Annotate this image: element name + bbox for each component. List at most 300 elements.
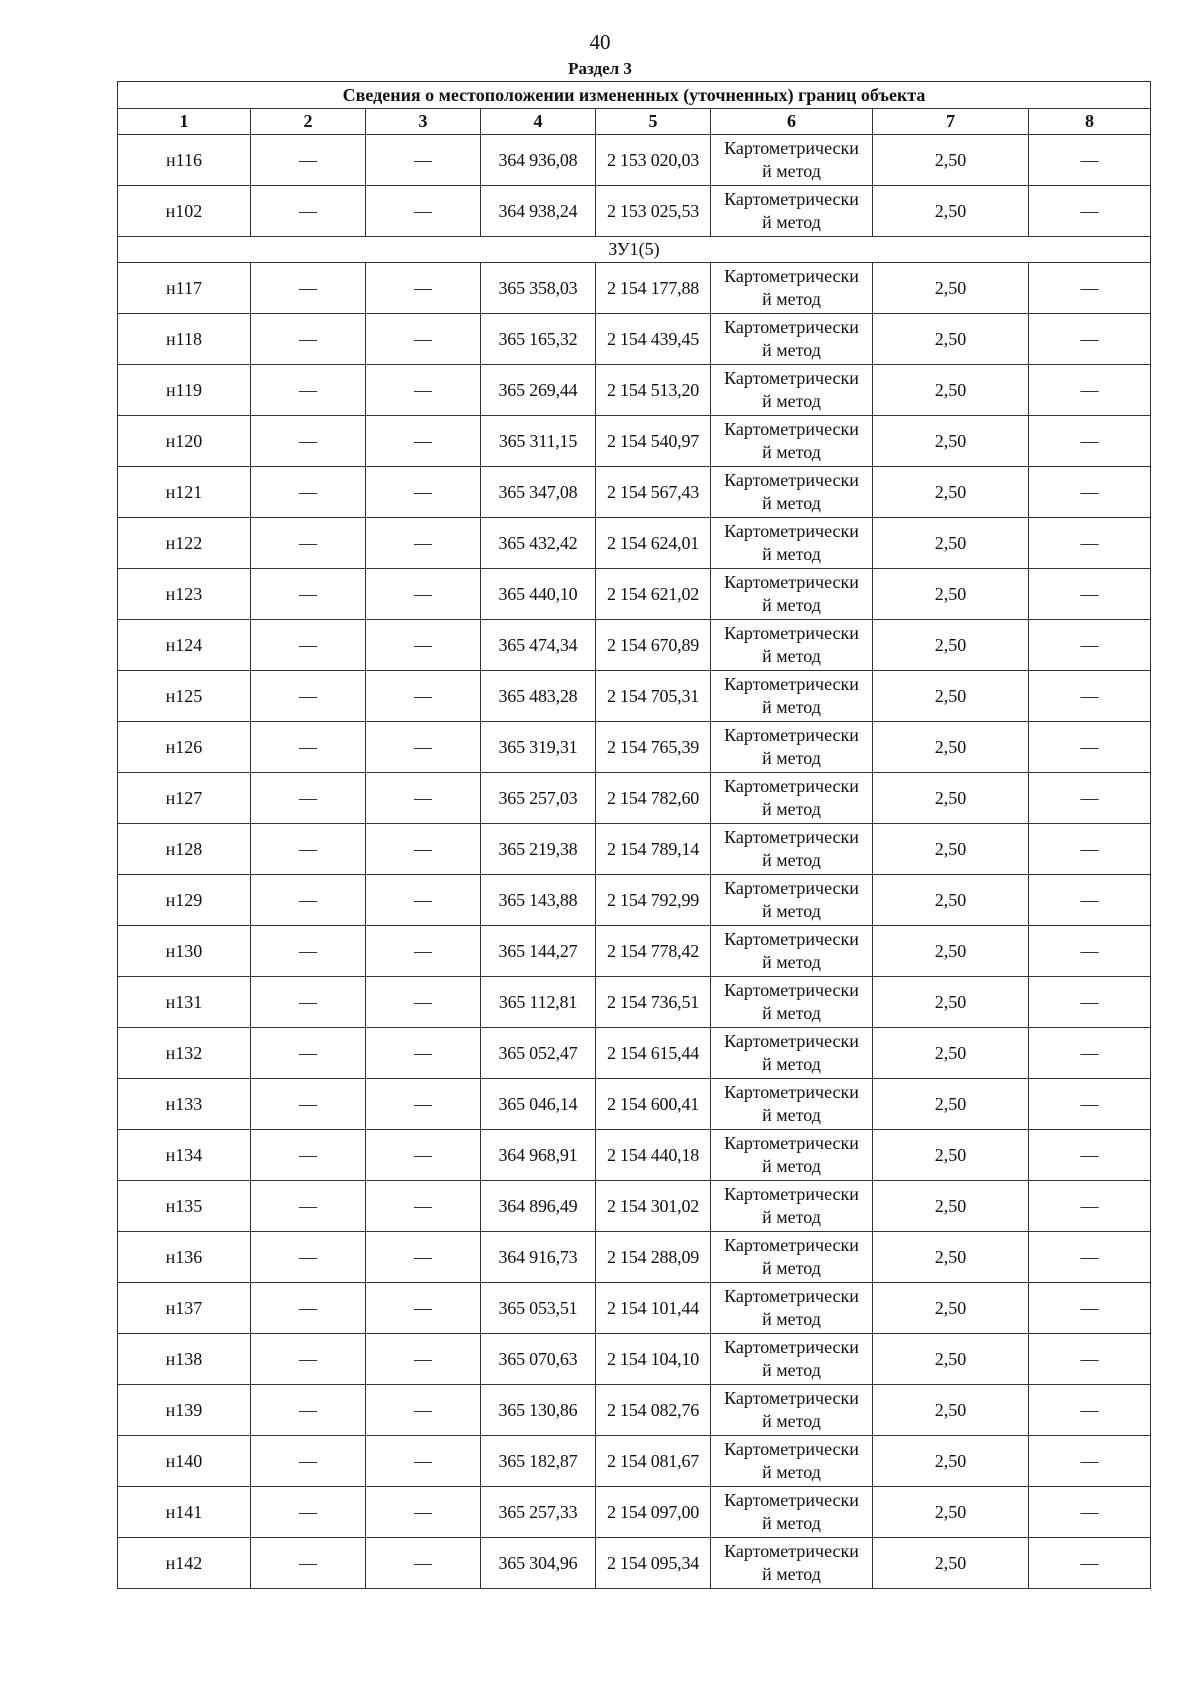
- column-3-cell: —: [366, 926, 481, 977]
- column-3-cell: —: [366, 135, 481, 186]
- y-coordinate-cell: 2 154 792,99: [596, 875, 711, 926]
- table-row: [118, 467, 1151, 518]
- y-coordinate-cell: 2 154 670,89: [596, 620, 711, 671]
- method-line-1: Картометрически: [724, 368, 859, 388]
- accuracy-cell: 2,50: [873, 1283, 1029, 1334]
- x-coordinate-cell: 365 046,14: [481, 1079, 596, 1130]
- table-row: [118, 135, 1151, 186]
- method-cell: [711, 1487, 873, 1538]
- x-coordinate-cell: 365 257,33: [481, 1487, 596, 1538]
- method-line-2: й метод: [762, 1513, 821, 1533]
- column-8-cell: —: [1029, 186, 1151, 237]
- point-name-cell: н137: [118, 1283, 251, 1334]
- x-coordinate-cell: 365 257,03: [481, 773, 596, 824]
- accuracy-cell: 2,50: [873, 1232, 1029, 1283]
- method-line-2: й метод: [762, 1462, 821, 1482]
- x-coordinate-cell: 364 896,49: [481, 1181, 596, 1232]
- point-name-cell: н116: [118, 135, 251, 186]
- accuracy-cell: 2,50: [873, 467, 1029, 518]
- method-line-2: й метод: [762, 1207, 821, 1227]
- x-coordinate-cell: 365 319,31: [481, 722, 596, 773]
- column-3-cell: —: [366, 314, 481, 365]
- column-3-cell: —: [366, 977, 481, 1028]
- column-8-cell: —: [1029, 1385, 1151, 1436]
- column-2-cell: —: [251, 186, 366, 237]
- column-8-cell: —: [1029, 518, 1151, 569]
- accuracy-cell: 2,50: [873, 1079, 1029, 1130]
- accuracy-cell: 2,50: [873, 722, 1029, 773]
- point-name-cell: н121: [118, 467, 251, 518]
- column-8-cell: —: [1029, 1538, 1151, 1589]
- column-8-cell: —: [1029, 416, 1151, 467]
- column-8-cell: —: [1029, 1283, 1151, 1334]
- point-name-cell: н128: [118, 824, 251, 875]
- column-8-cell: —: [1029, 135, 1151, 186]
- point-name-cell: н126: [118, 722, 251, 773]
- column-3-cell: —: [366, 722, 481, 773]
- accuracy-cell: 2,50: [873, 926, 1029, 977]
- method-cell: [711, 569, 873, 620]
- column-8-cell: —: [1029, 263, 1151, 314]
- column-numbers-row: [118, 109, 1151, 135]
- column-2-cell: —: [251, 416, 366, 467]
- method-cell: [711, 467, 873, 518]
- table-row: [118, 314, 1151, 365]
- method-line-1: Картометрически: [724, 980, 859, 1000]
- method-line-2: й метод: [762, 289, 821, 309]
- table-row: [118, 1028, 1151, 1079]
- point-name-cell: н125: [118, 671, 251, 722]
- method-line-2: й метод: [762, 1105, 821, 1125]
- method-cell: [711, 1181, 873, 1232]
- method-line-1: Картометрически: [724, 317, 859, 337]
- method-cell: [711, 263, 873, 314]
- table-row: [118, 263, 1151, 314]
- x-coordinate-cell: 365 144,27: [481, 926, 596, 977]
- y-coordinate-cell: 2 154 301,02: [596, 1181, 711, 1232]
- y-coordinate-cell: 2 154 540,97: [596, 416, 711, 467]
- y-coordinate-cell: 2 154 288,09: [596, 1232, 711, 1283]
- method-cell: [711, 1079, 873, 1130]
- y-coordinate-cell: 2 154 624,01: [596, 518, 711, 569]
- x-coordinate-cell: 365 052,47: [481, 1028, 596, 1079]
- table-row: [118, 722, 1151, 773]
- x-coordinate-cell: 365 440,10: [481, 569, 596, 620]
- method-line-1: Картометрически: [724, 419, 859, 439]
- method-line-2: й метод: [762, 901, 821, 921]
- y-coordinate-cell: 2 154 600,41: [596, 1079, 711, 1130]
- x-coordinate-cell: 365 432,42: [481, 518, 596, 569]
- method-cell: [711, 186, 873, 237]
- method-line-2: й метод: [762, 544, 821, 564]
- x-coordinate-cell: 365 219,38: [481, 824, 596, 875]
- method-line-2: й метод: [762, 1156, 821, 1176]
- table-caption: Сведения о местоположении измененных (уточненных) границ объекта: [118, 82, 1151, 109]
- column-3-cell: —: [366, 1283, 481, 1334]
- y-coordinate-cell: 2 154 736,51: [596, 977, 711, 1028]
- column-3-cell: —: [366, 824, 481, 875]
- method-line-1: Картометрически: [724, 878, 859, 898]
- method-line-1: Картометрически: [724, 470, 859, 490]
- accuracy-cell: 2,50: [873, 875, 1029, 926]
- method-line-1: Картометрически: [724, 1388, 859, 1408]
- method-line-2: й метод: [762, 595, 821, 615]
- point-name-cell: н118: [118, 314, 251, 365]
- column-8-cell: —: [1029, 1487, 1151, 1538]
- column-2-cell: —: [251, 263, 366, 314]
- column-number: 2: [251, 109, 366, 135]
- x-coordinate-cell: 365 182,87: [481, 1436, 596, 1487]
- y-coordinate-cell: 2 153 020,03: [596, 135, 711, 186]
- group-row: [118, 237, 1151, 263]
- point-name-cell: н139: [118, 1385, 251, 1436]
- column-2-cell: —: [251, 671, 366, 722]
- column-3-cell: —: [366, 773, 481, 824]
- x-coordinate-cell: 365 311,15: [481, 416, 596, 467]
- method-cell: [711, 1028, 873, 1079]
- point-name-cell: н130: [118, 926, 251, 977]
- x-coordinate-cell: 365 483,28: [481, 671, 596, 722]
- column-2-cell: —: [251, 926, 366, 977]
- method-cell: [711, 1130, 873, 1181]
- method-line-1: Картометрически: [724, 266, 859, 286]
- table-body: [118, 135, 1151, 1589]
- y-coordinate-cell: 2 154 778,42: [596, 926, 711, 977]
- x-coordinate-cell: 365 165,32: [481, 314, 596, 365]
- column-number: 7: [873, 109, 1029, 135]
- method-cell: [711, 977, 873, 1028]
- method-line-1: Картометрически: [724, 1235, 859, 1255]
- column-8-cell: —: [1029, 773, 1151, 824]
- column-3-cell: —: [366, 1538, 481, 1589]
- method-line-2: й метод: [762, 1258, 821, 1278]
- boundary-coordinates-table: [117, 81, 1151, 1589]
- point-name-cell: н141: [118, 1487, 251, 1538]
- column-8-cell: —: [1029, 620, 1151, 671]
- table-row: [118, 926, 1151, 977]
- method-line-2: й метод: [762, 442, 821, 462]
- method-line-1: Картометрически: [724, 1184, 859, 1204]
- x-coordinate-cell: 365 130,86: [481, 1385, 596, 1436]
- y-coordinate-cell: 2 154 567,43: [596, 467, 711, 518]
- table-row: [118, 1181, 1151, 1232]
- column-3-cell: —: [366, 1232, 481, 1283]
- accuracy-cell: 2,50: [873, 186, 1029, 237]
- column-8-cell: —: [1029, 1436, 1151, 1487]
- x-coordinate-cell: 365 143,88: [481, 875, 596, 926]
- y-coordinate-cell: 2 154 101,44: [596, 1283, 711, 1334]
- table-row: [118, 365, 1151, 416]
- table-row: [118, 1385, 1151, 1436]
- accuracy-cell: 2,50: [873, 824, 1029, 875]
- column-number: 5: [596, 109, 711, 135]
- column-2-cell: —: [251, 722, 366, 773]
- column-2-cell: —: [251, 1079, 366, 1130]
- column-3-cell: —: [366, 875, 481, 926]
- method-cell: [711, 365, 873, 416]
- method-line-1: Картометрически: [724, 1337, 859, 1357]
- column-3-cell: —: [366, 1181, 481, 1232]
- column-8-cell: —: [1029, 1232, 1151, 1283]
- column-number: 6: [711, 109, 873, 135]
- method-cell: [711, 135, 873, 186]
- method-line-2: й метод: [762, 1411, 821, 1431]
- accuracy-cell: 2,50: [873, 569, 1029, 620]
- y-coordinate-cell: 2 154 765,39: [596, 722, 711, 773]
- y-coordinate-cell: 2 154 097,00: [596, 1487, 711, 1538]
- method-line-2: й метод: [762, 1309, 821, 1329]
- point-name-cell: н120: [118, 416, 251, 467]
- table-row: [118, 773, 1151, 824]
- method-cell: [711, 1385, 873, 1436]
- point-name-cell: н140: [118, 1436, 251, 1487]
- y-coordinate-cell: 2 154 782,60: [596, 773, 711, 824]
- method-cell: [711, 926, 873, 977]
- table-row: [118, 186, 1151, 237]
- column-2-cell: —: [251, 773, 366, 824]
- column-3-cell: —: [366, 1385, 481, 1436]
- method-cell: [711, 1232, 873, 1283]
- column-8-cell: —: [1029, 875, 1151, 926]
- method-line-1: Картометрически: [724, 189, 859, 209]
- y-coordinate-cell: 2 153 025,53: [596, 186, 711, 237]
- x-coordinate-cell: 365 070,63: [481, 1334, 596, 1385]
- method-line-1: Картометрически: [724, 827, 859, 847]
- accuracy-cell: 2,50: [873, 1436, 1029, 1487]
- column-8-cell: —: [1029, 1181, 1151, 1232]
- table-row: [118, 1232, 1151, 1283]
- method-line-2: й метод: [762, 748, 821, 768]
- table-row: [118, 875, 1151, 926]
- point-name-cell: н134: [118, 1130, 251, 1181]
- method-line-2: й метод: [762, 161, 821, 181]
- y-coordinate-cell: 2 154 705,31: [596, 671, 711, 722]
- accuracy-cell: 2,50: [873, 314, 1029, 365]
- column-3-cell: —: [366, 365, 481, 416]
- method-line-1: Картометрически: [724, 725, 859, 745]
- column-8-cell: —: [1029, 824, 1151, 875]
- column-number: 4: [481, 109, 596, 135]
- method-line-2: й метод: [762, 697, 821, 717]
- column-3-cell: —: [366, 1334, 481, 1385]
- point-name-cell: н136: [118, 1232, 251, 1283]
- method-line-2: й метод: [762, 646, 821, 666]
- method-line-1: Картометрически: [724, 1031, 859, 1051]
- y-coordinate-cell: 2 154 513,20: [596, 365, 711, 416]
- y-coordinate-cell: 2 154 621,02: [596, 569, 711, 620]
- y-coordinate-cell: 2 154 439,45: [596, 314, 711, 365]
- point-name-cell: н129: [118, 875, 251, 926]
- column-2-cell: —: [251, 824, 366, 875]
- accuracy-cell: 2,50: [873, 416, 1029, 467]
- point-name-cell: н124: [118, 620, 251, 671]
- method-line-2: й метод: [762, 1054, 821, 1074]
- method-line-1: Картометрически: [724, 1541, 859, 1561]
- column-2-cell: —: [251, 1538, 366, 1589]
- y-coordinate-cell: 2 154 104,10: [596, 1334, 711, 1385]
- x-coordinate-cell: 365 347,08: [481, 467, 596, 518]
- method-cell: [711, 1436, 873, 1487]
- column-3-cell: —: [366, 467, 481, 518]
- method-cell: [711, 314, 873, 365]
- column-2-cell: —: [251, 135, 366, 186]
- column-2-cell: —: [251, 569, 366, 620]
- method-line-2: й метод: [762, 1360, 821, 1380]
- column-3-cell: —: [366, 1130, 481, 1181]
- column-8-cell: —: [1029, 365, 1151, 416]
- column-2-cell: —: [251, 314, 366, 365]
- method-line-2: й метод: [762, 391, 821, 411]
- y-coordinate-cell: 2 154 440,18: [596, 1130, 711, 1181]
- method-cell: [711, 671, 873, 722]
- column-2-cell: —: [251, 1181, 366, 1232]
- column-2-cell: —: [251, 1334, 366, 1385]
- section-title: Раздел 3: [568, 59, 632, 78]
- accuracy-cell: 2,50: [873, 1538, 1029, 1589]
- accuracy-cell: 2,50: [873, 518, 1029, 569]
- column-number: 8: [1029, 109, 1151, 135]
- table-row: [118, 416, 1151, 467]
- y-coordinate-cell: 2 154 095,34: [596, 1538, 711, 1589]
- column-8-cell: —: [1029, 722, 1151, 773]
- method-line-1: Картометрически: [724, 521, 859, 541]
- method-line-1: Картометрически: [724, 1133, 859, 1153]
- table-row: [118, 1283, 1151, 1334]
- column-8-cell: —: [1029, 1028, 1151, 1079]
- column-2-cell: —: [251, 1283, 366, 1334]
- accuracy-cell: 2,50: [873, 1385, 1029, 1436]
- column-3-cell: —: [366, 518, 481, 569]
- method-cell: [711, 773, 873, 824]
- y-coordinate-cell: 2 154 789,14: [596, 824, 711, 875]
- point-name-cell: н102: [118, 186, 251, 237]
- column-2-cell: —: [251, 1232, 366, 1283]
- point-name-cell: н122: [118, 518, 251, 569]
- method-cell: [711, 1334, 873, 1385]
- column-3-cell: —: [366, 186, 481, 237]
- x-coordinate-cell: 364 968,91: [481, 1130, 596, 1181]
- point-name-cell: н133: [118, 1079, 251, 1130]
- point-name-cell: н127: [118, 773, 251, 824]
- method-line-1: Картометрически: [724, 929, 859, 949]
- table-row: [118, 518, 1151, 569]
- point-name-cell: н123: [118, 569, 251, 620]
- point-name-cell: н119: [118, 365, 251, 416]
- accuracy-cell: 2,50: [873, 1334, 1029, 1385]
- x-coordinate-cell: 365 112,81: [481, 977, 596, 1028]
- table-row: [118, 977, 1151, 1028]
- x-coordinate-cell: 364 938,24: [481, 186, 596, 237]
- column-2-cell: —: [251, 518, 366, 569]
- point-name-cell: н138: [118, 1334, 251, 1385]
- column-2-cell: —: [251, 365, 366, 416]
- column-3-cell: —: [366, 671, 481, 722]
- table-row: [118, 1334, 1151, 1385]
- accuracy-cell: 2,50: [873, 977, 1029, 1028]
- column-3-cell: —: [366, 569, 481, 620]
- table-row: [118, 1436, 1151, 1487]
- method-line-1: Картометрически: [724, 674, 859, 694]
- table-row: [118, 1079, 1151, 1130]
- column-3-cell: —: [366, 1079, 481, 1130]
- method-cell: [711, 1283, 873, 1334]
- accuracy-cell: 2,50: [873, 1130, 1029, 1181]
- column-8-cell: —: [1029, 1334, 1151, 1385]
- column-3-cell: —: [366, 1436, 481, 1487]
- method-line-1: Картометрически: [724, 572, 859, 592]
- column-2-cell: —: [251, 1487, 366, 1538]
- accuracy-cell: 2,50: [873, 671, 1029, 722]
- y-coordinate-cell: 2 154 177,88: [596, 263, 711, 314]
- y-coordinate-cell: 2 154 615,44: [596, 1028, 711, 1079]
- column-3-cell: —: [366, 263, 481, 314]
- column-8-cell: —: [1029, 467, 1151, 518]
- table-caption-row: [118, 82, 1151, 109]
- method-line-2: й метод: [762, 340, 821, 360]
- x-coordinate-cell: 365 269,44: [481, 365, 596, 416]
- point-name-cell: н142: [118, 1538, 251, 1589]
- table-row: [118, 671, 1151, 722]
- column-2-cell: —: [251, 1130, 366, 1181]
- x-coordinate-cell: 365 358,03: [481, 263, 596, 314]
- x-coordinate-cell: 365 474,34: [481, 620, 596, 671]
- column-2-cell: —: [251, 875, 366, 926]
- method-line-2: й метод: [762, 1564, 821, 1584]
- y-coordinate-cell: 2 154 081,67: [596, 1436, 711, 1487]
- group-label: ЗУ1(5): [118, 237, 1151, 263]
- method-line-1: Картометрически: [724, 1439, 859, 1459]
- column-number: 3: [366, 109, 481, 135]
- method-line-1: Картометрически: [724, 1286, 859, 1306]
- accuracy-cell: 2,50: [873, 773, 1029, 824]
- method-line-2: й метод: [762, 493, 821, 513]
- method-line-2: й метод: [762, 212, 821, 232]
- table-row: [118, 620, 1151, 671]
- method-cell: [711, 416, 873, 467]
- method-cell: [711, 722, 873, 773]
- method-line-2: й метод: [762, 1003, 821, 1023]
- accuracy-cell: 2,50: [873, 135, 1029, 186]
- column-2-cell: —: [251, 977, 366, 1028]
- accuracy-cell: 2,50: [873, 1181, 1029, 1232]
- column-8-cell: —: [1029, 569, 1151, 620]
- method-cell: [711, 518, 873, 569]
- y-coordinate-cell: 2 154 082,76: [596, 1385, 711, 1436]
- method-line-1: Картометрически: [724, 776, 859, 796]
- accuracy-cell: 2,50: [873, 1487, 1029, 1538]
- table-row: [118, 1130, 1151, 1181]
- column-8-cell: —: [1029, 1079, 1151, 1130]
- method-line-2: й метод: [762, 850, 821, 870]
- page-number: 40: [589, 30, 611, 54]
- x-coordinate-cell: 365 304,96: [481, 1538, 596, 1589]
- column-8-cell: —: [1029, 314, 1151, 365]
- point-name-cell: н131: [118, 977, 251, 1028]
- point-name-cell: н132: [118, 1028, 251, 1079]
- column-2-cell: —: [251, 1028, 366, 1079]
- method-cell: [711, 875, 873, 926]
- column-3-cell: —: [366, 416, 481, 467]
- column-8-cell: —: [1029, 977, 1151, 1028]
- accuracy-cell: 2,50: [873, 263, 1029, 314]
- point-name-cell: н117: [118, 263, 251, 314]
- method-cell: [711, 620, 873, 671]
- point-name-cell: н135: [118, 1181, 251, 1232]
- accuracy-cell: 2,50: [873, 1028, 1029, 1079]
- method-line-1: Картометрически: [724, 623, 859, 643]
- method-line-1: Картометрически: [724, 138, 859, 158]
- column-2-cell: —: [251, 1436, 366, 1487]
